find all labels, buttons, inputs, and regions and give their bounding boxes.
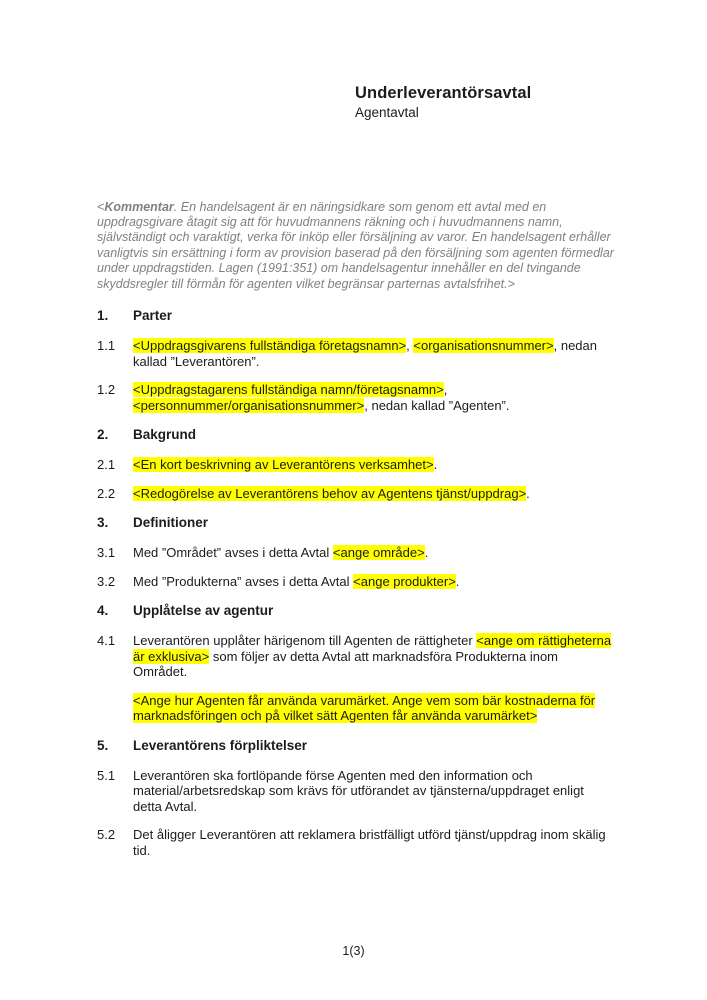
clause-row	[97, 338, 614, 369]
clause-text	[133, 457, 614, 473]
highlighted-placeholder[interactable]: <organisationsnummer>	[413, 338, 554, 353]
highlighted-placeholder[interactable]: <ange om rättigheterna är exklusiva>	[133, 633, 612, 664]
highlighted-placeholder[interactable]: <Redogörelse av Leverantörens behov av Agentens tjänst/uppdrag>	[133, 485, 527, 501]
clause-text	[133, 633, 614, 680]
section-heading: Definitioner	[133, 515, 209, 530]
clause-text-segment: .	[433, 457, 438, 472]
clause-text	[133, 545, 614, 561]
section-heading: Parter	[133, 308, 173, 323]
section-heading-row	[97, 308, 614, 324]
section-number: 1.	[97, 308, 109, 323]
section-heading: Leverantörens förpliktelser	[133, 737, 308, 753]
clause-number: 1.2	[97, 382, 116, 397]
highlighted-placeholder[interactable]: <En kort beskrivning av Leverantörens verksamhet>	[133, 457, 434, 472]
section-heading-row	[97, 603, 614, 619]
highlighted-placeholder[interactable]: <Uppdragstagarens fullständiga namn/företagsnamn>	[133, 382, 444, 397]
clause-row	[97, 545, 614, 561]
document-header	[355, 84, 531, 121]
clause-text	[133, 574, 614, 590]
highlighted-placeholder[interactable]: <ange produkter>	[353, 573, 456, 589]
clause-text	[133, 768, 614, 815]
clause-text-segment: Med ”Produkterna” avses i detta Avtal	[133, 573, 354, 589]
contract-section	[97, 515, 614, 589]
document-title: Underleverantörsavtal	[355, 84, 532, 102]
clause-text-segment: .	[526, 485, 530, 501]
clause-text-segment: Leverantören ska fortlöpande förse Agenten med den information och material/arbetsredskap som krävs för utförandet av tjänsterna/uppdraget enligt detta Avtal.	[133, 767, 584, 814]
section-number: 3.	[97, 515, 109, 530]
section-number: 5.	[97, 737, 109, 753]
contract-section	[97, 427, 614, 501]
clause-text	[133, 693, 614, 724]
document-subtitle: Agentavtal	[355, 105, 419, 120]
clause-row	[97, 457, 614, 473]
clause-text-segment: ,	[443, 382, 448, 397]
clause-number: 3.1	[97, 545, 116, 560]
contract-section	[97, 603, 614, 724]
clause-row	[97, 574, 614, 590]
clause-row	[97, 382, 614, 413]
section-heading-row	[97, 515, 614, 531]
clause-text-segment: .	[455, 573, 460, 589]
comment-label: Kommentar	[104, 199, 174, 214]
comment-open-bracket: <	[97, 199, 105, 214]
clause-row	[97, 633, 614, 680]
clause-number: 5.1	[97, 767, 116, 783]
clause-text	[133, 382, 614, 413]
clause-number: 5.2	[97, 827, 116, 842]
clause-text	[133, 338, 614, 369]
clause-text	[133, 827, 614, 858]
clause-text-segment: Leverantören upplåter härigenom till Agenten de rättigheter	[133, 633, 477, 648]
clause-number: 4.1	[97, 633, 116, 648]
clause-number: 1.1	[97, 338, 116, 353]
section-heading: Bakgrund	[133, 427, 197, 442]
highlighted-placeholder[interactable]: <Ange hur Agenten får använda varumärket. Ange vem som bär kostnaderna för marknadsföringen och på vilket sätt Agenten får använda varumärket>	[133, 692, 596, 723]
clause-text-segment: ,	[406, 338, 414, 353]
clause-text-segment: Det åligger Leverantören att reklamera bristfälligt utförd tjänst/uppdrag inom skälig tid.	[133, 827, 606, 858]
comment-paragraph	[97, 200, 618, 292]
clause-number: 2.1	[97, 457, 116, 472]
note-paragraph-row	[97, 693, 614, 724]
clause-number: 3.2	[97, 573, 116, 589]
clause-text-segment: , nedan kallad ”Leverantören”.	[133, 338, 597, 369]
clause-row	[97, 827, 614, 858]
section-heading-row	[97, 738, 614, 754]
section-number: 4.	[97, 603, 109, 618]
clause-text	[133, 486, 614, 502]
clause-text-segment: som följer av detta Avtal att marknadsföra Produkterna inom Området.	[133, 648, 558, 679]
section-number: 2.	[97, 427, 109, 442]
clause-row	[97, 486, 614, 502]
section-heading-row	[97, 427, 614, 443]
clause-row	[97, 768, 614, 815]
highlighted-placeholder[interactable]: <ange område>	[332, 545, 425, 560]
contract-section	[97, 738, 614, 859]
document-body	[97, 300, 614, 871]
contract-section	[97, 308, 614, 413]
page-number: 1(3)	[342, 944, 365, 958]
clause-text-segment: .	[424, 545, 429, 560]
section-heading: Upplåtelse av agentur	[133, 603, 274, 618]
highlighted-placeholder[interactable]: <Uppdragsgivarens fullständiga företagsnamn>	[133, 338, 407, 353]
comment-text: . En handelsagent är en näringsidkare som genom ett avtal med en uppdragsgivare åtagit sig att för huvudmannens räkning och i huvudmannens namn, självständigt och varaktigt, verka för inköp eller försäljning av varor. En handelsagent erhåller vanligtvis sin ersättning i form av provision baserad på den försäljning som agenten förmedlar under uppdragstiden. Lagen (1991:351) om handelsagentur innehåller en del tvingande skyddsregler till förmån för agenten vilket begränsar parternas avtalsfrihet.>	[97, 199, 614, 291]
clause-number: 2.2	[97, 485, 116, 501]
highlighted-placeholder[interactable]: <personnummer/organisationsnummer>	[133, 397, 365, 413]
clause-text-segment: , nedan kallad ”Agenten”.	[364, 397, 510, 413]
clause-text-segment: Med ”Området” avses i detta Avtal	[133, 545, 333, 560]
